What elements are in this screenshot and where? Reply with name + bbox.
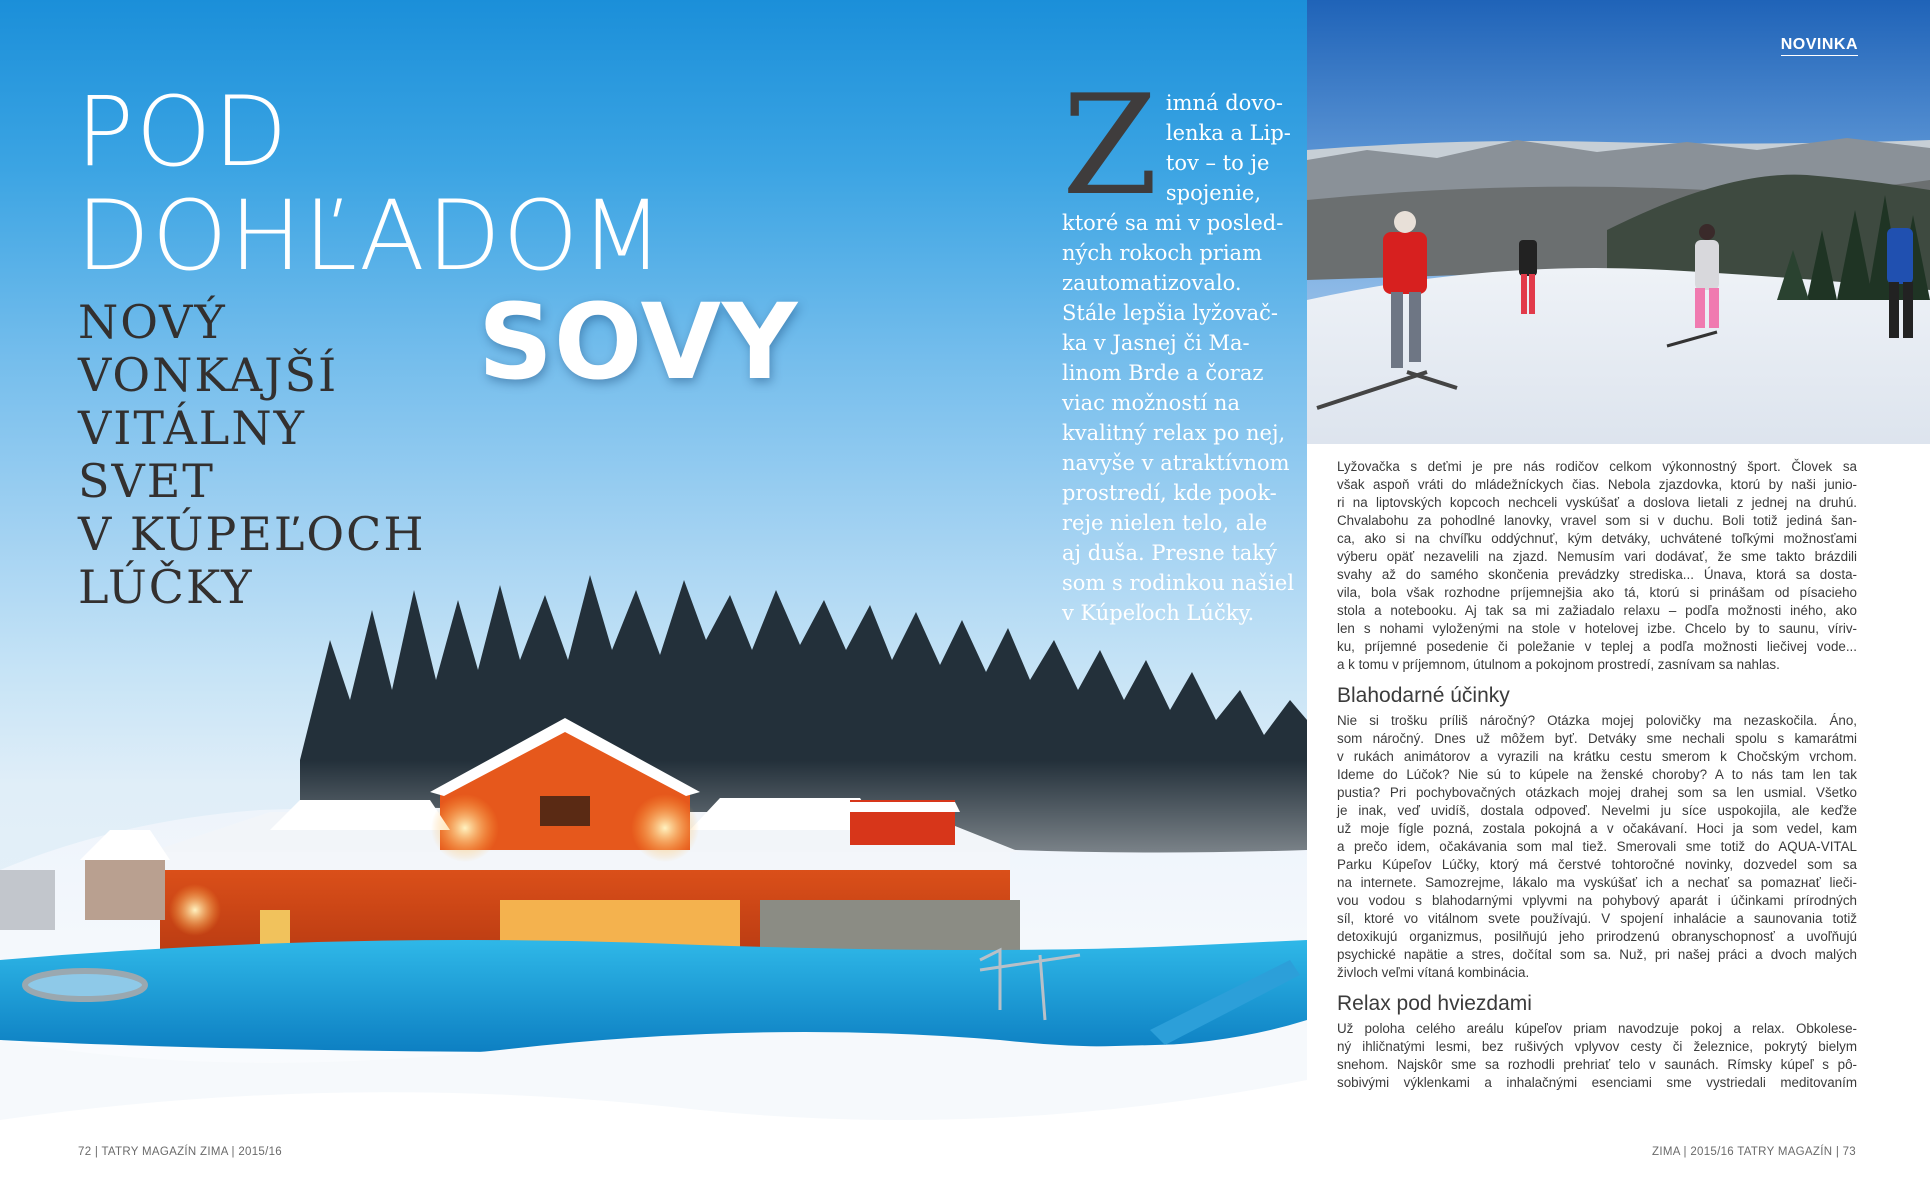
text-line: vila, bola však rozhodne príjemnejšia ako tá, ktorú si prinášam od písacieho bbox=[1337, 585, 1857, 600]
intro-line: lenka a Lip- bbox=[1165, 121, 1291, 145]
text-line: je inak, veď uvidíš, dostala odpoveď. Nevelmi ju síce uspokojila, ale keďže bbox=[1337, 803, 1857, 818]
text-line: svahy až do samého skončenia prevádzky strediska... Únava, ktorá sa dosta- bbox=[1337, 567, 1857, 582]
intro-line: viac možností na bbox=[1062, 391, 1240, 415]
right-page bbox=[1307, 0, 1930, 1190]
subtitle-line: V KÚPEĽOCH bbox=[78, 507, 426, 561]
text-line: Nie si trošku príliš náročný? Otázka mojej polovičky ma nezaskočila. Áno, bbox=[1337, 713, 1857, 728]
text-line: Už poloha celého areálu kúpeľov priam navodzuje pokoj a relax. Obkolese- bbox=[1337, 1021, 1857, 1036]
subtitle-line: VITÁLNY bbox=[78, 401, 306, 455]
intro-line: spojenie, bbox=[1165, 181, 1262, 205]
intro-line: ka v Jasnej či Ma- bbox=[1062, 331, 1250, 355]
paragraph-1 bbox=[1337, 458, 1857, 674]
paragraph-3 bbox=[1337, 1020, 1857, 1092]
intro-line: ktoré sa mi v posled- bbox=[1062, 211, 1284, 235]
text-line: Ideme do Lúčok? Nie sú to kúpele na ženské choroby? A to nás tam len tak bbox=[1337, 767, 1857, 782]
text-line: a prečo idem, očakávania som mal tiež. Smerovali sme totiž do AQUA-VITAL bbox=[1337, 839, 1857, 854]
text-line: Lyžovačka s deťmi je pre nás rodičov celkom výkonnostný šport. Človek sa bbox=[1337, 459, 1857, 474]
subtitle-line: VONKAJŠÍ bbox=[78, 348, 339, 402]
text-line: ný ihličnatými lesmi, bez rušivých vplyvov cesty či železnice, pokrytý bielym bbox=[1337, 1039, 1857, 1054]
footer-folio-right: ZIMA | 2015/16 TATRY MAGAZÍN | 73 bbox=[1652, 1146, 1856, 1158]
title-line-1: POD bbox=[76, 76, 290, 188]
text-line: a k tomu v príjemnom, útulnom a pokojnom prostredí, zasnívam sa nahlas. bbox=[1337, 657, 1780, 672]
text-line: na internete. Samozrejme, lákalo ma vyskúšať ich a nechať sa pomazнať lieči- bbox=[1337, 875, 1857, 890]
intro-line: aj duša. Presne taký bbox=[1062, 541, 1277, 565]
intro-line: navyše v atraktívnom bbox=[1062, 451, 1290, 475]
intro-line: imná dovo- bbox=[1165, 91, 1283, 115]
intro-line: tov – to je bbox=[1165, 151, 1270, 175]
paragraph-2 bbox=[1337, 712, 1857, 982]
text-line: len s nohami vyloženými na stole v hotelovej izbe. Chcelo by to saunu, víriv- bbox=[1337, 621, 1857, 636]
text-line: psychické napätie a stres, dočítal som sa. Nuž, pri našej práci a dvoch malých bbox=[1337, 947, 1857, 962]
text-line: vou vodou s blahodarnými vplyvmi na pohybový aparát i účinkami prírodných bbox=[1337, 893, 1857, 908]
text-line: výberu opäť nezavelili na zjazd. Nemusím vari dodávať, že sme takto brázdili bbox=[1337, 549, 1857, 564]
heading-blahodarne-ucinky: Blahodarné účinky bbox=[1337, 684, 1510, 707]
intro-line: linom Brde a čoraz bbox=[1062, 361, 1264, 385]
text-line: v rukách animátorov a vyrazili na krátku cestu smerom k Chočským vrchom. bbox=[1337, 749, 1857, 764]
text-line: už moje fígle pozná, zostala pokojná a v očakávaní. Hoci ja som vedel, kam bbox=[1337, 821, 1857, 836]
subtitle-line: NOVÝ bbox=[78, 295, 227, 349]
intro-line: reje nielen telo, ale bbox=[1062, 511, 1268, 535]
title-line-2: DOHĽADOM bbox=[76, 180, 666, 292]
intro-line: kvalitný relax po nej, bbox=[1062, 421, 1286, 445]
article-body bbox=[1337, 458, 1857, 1092]
text-line: sobivými výklenkami a inhalačnými esenciami sme vystriedali meditovaním bbox=[1337, 1075, 1857, 1090]
skiers-photo bbox=[1307, 0, 1930, 444]
text-line: detoxikujú organizmus, posilňujú jeho prirodzenú obranyschopnosť a uvoľňujú bbox=[1337, 929, 1857, 944]
text-line: snehom. Najskôr sme sa rozhodli prehriať telo v saunách. Rímsky kúpeľ s pô- bbox=[1337, 1057, 1857, 1072]
drop-cap: Z bbox=[1062, 65, 1158, 226]
text-line: Chvalabohu za pohodlné lanovky, vravel som si v duchu. Boli totiž jediná šan- bbox=[1337, 513, 1857, 528]
intro-line: prostredí, kde pook- bbox=[1062, 481, 1277, 505]
text-line: stola a notebooku. Aj tak sa mi zažiadalo relaxu – podľa možnosti iného, ako bbox=[1337, 603, 1857, 618]
text-line: ku, príjemné posedenie či poležanie v teplej a podľa možnosti liečivej vode... bbox=[1337, 639, 1857, 654]
text-line: som náročný. Dnes už môžem byť. Detváky sme nechali spolu s kamarátmi bbox=[1337, 731, 1857, 746]
text-line: Parku Kúpeľov Lúčky, ktorý má čerstvé tohtoročné novinky, dozvedel som sa bbox=[1337, 857, 1857, 872]
subtitle-line: LÚČKY bbox=[78, 560, 254, 614]
intro-paragraph bbox=[1062, 65, 1306, 628]
footer-folio-left: 72 | TATRY MAGAZÍN ZIMA | 2015/16 bbox=[78, 1146, 282, 1158]
heading-relax-pod-hviezdami: Relax pod hviezdami bbox=[1337, 992, 1532, 1015]
intro-line: som s rodinkou našiel bbox=[1062, 571, 1295, 595]
text-line: síl, ktoré vo vitálnom svete používajú. V spojení inhalácie a saunovania totiž bbox=[1337, 911, 1857, 926]
intro-line: v Kúpeľoch Lúčky. bbox=[1062, 601, 1255, 625]
skiing-slope-image bbox=[1307, 0, 1930, 444]
text-line: ca, ako si na chvíľku oddýchnuť, kým detváky, uchvátené toľkými možnosťami bbox=[1337, 531, 1857, 546]
subtitle bbox=[78, 296, 425, 614]
subtitle-line: SVET bbox=[78, 454, 215, 508]
intro-line: zautomatizovalo. bbox=[1062, 271, 1242, 295]
intro-line: Stále lepšia lyžovač- bbox=[1062, 301, 1278, 325]
text-line: však aspoň vráti do mládežníckych čias. Nebola zjazdovka, ktorú by naši junio- bbox=[1337, 477, 1857, 492]
novinka-tag: NOVINKA bbox=[1781, 36, 1858, 56]
text-line: ri na liptovských kopcoch nechceli vyskúšať a doslova lietali z jednej na druhú. bbox=[1337, 495, 1857, 510]
title-line-3: SOVY bbox=[478, 281, 799, 403]
text-line: pustia? Pri pochybovačných otázkach mojej drahej som sa len usmial. Všetko bbox=[1337, 785, 1857, 800]
text-line: živloch veľmi vítaná kombinácia. bbox=[1337, 965, 1530, 980]
intro-line: ných rokoch priam bbox=[1062, 241, 1262, 265]
